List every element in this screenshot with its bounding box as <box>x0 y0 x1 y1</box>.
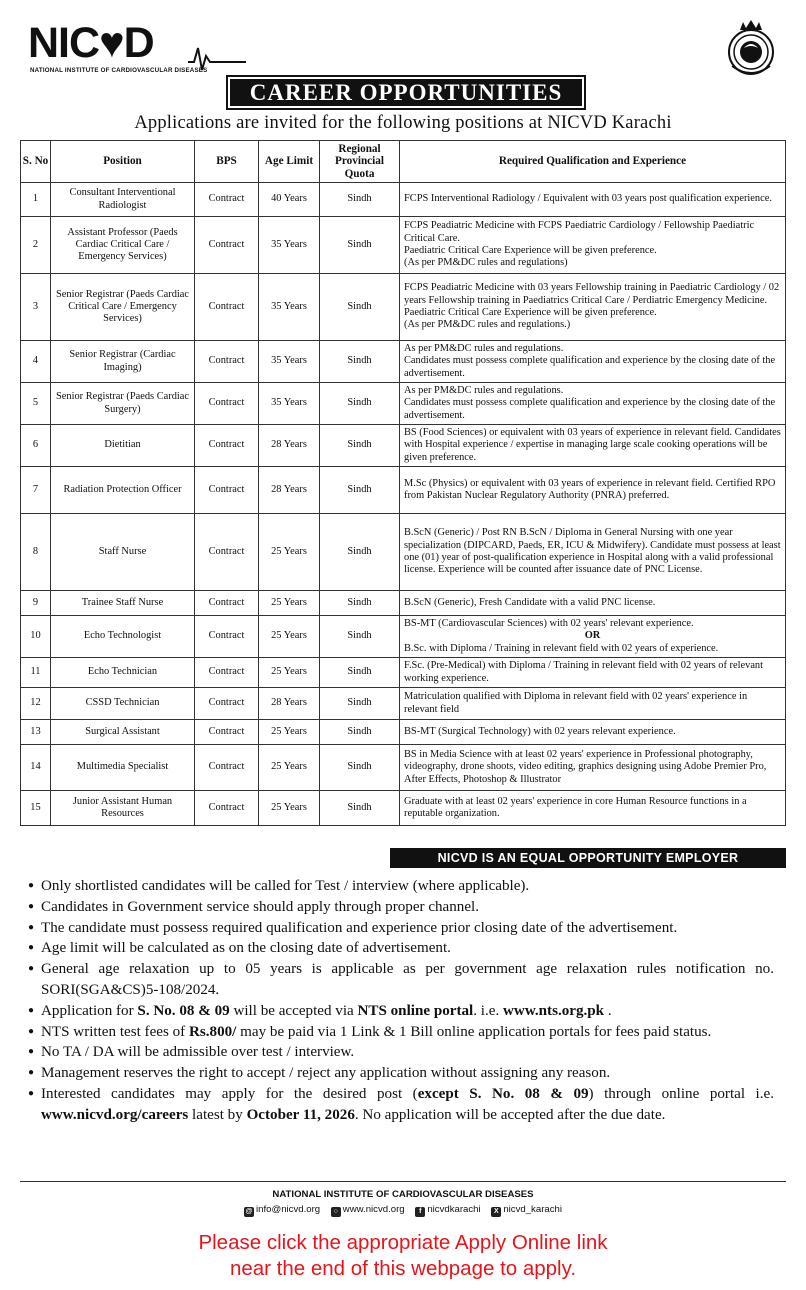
cell-bps: Contract <box>195 658 259 688</box>
column-header-qualification: Required Qualification and Experience <box>400 141 786 183</box>
cell-bps: Contract <box>195 425 259 467</box>
cell-qualification <box>400 274 786 341</box>
qualification-line: B.ScN (Generic), Fresh Candidate with a valid PNC license. <box>404 596 656 608</box>
table-header-row <box>21 141 786 183</box>
apply-online-notice <box>0 1230 806 1282</box>
note-item <box>28 1063 774 1084</box>
page-title: CAREER OPPORTUNITIES <box>228 77 584 108</box>
cell-position: Senior Registrar (Paeds Cardiac Critical Care / Emergency Services) <box>51 274 195 341</box>
footer-divider <box>20 1181 786 1182</box>
cell-position: Echo Technician <box>51 658 195 688</box>
cell-quota: Sindh <box>320 616 400 658</box>
cell-position: CSSD Technician <box>51 688 195 720</box>
cell-position: Echo Technologist <box>51 616 195 658</box>
qualification-line: Paediatric Critical Care Experience will be given preference. <box>404 245 657 256</box>
cell-position: Surgical Assistant <box>51 720 195 745</box>
note-text: will be accepted via <box>229 1002 358 1019</box>
note-text: . <box>604 1002 612 1019</box>
note-item <box>28 1084 774 1126</box>
cell-position: Assistant Professor (Paeds Cardiac Critical Care / Emergency Services) <box>51 217 195 274</box>
qualification-line: (As per PM&DC rules and regulations.) <box>404 319 571 331</box>
cell-quota: Sindh <box>320 383 400 425</box>
cell-quota: Sindh <box>320 467 400 514</box>
cell-sno: 4 <box>21 341 51 383</box>
qualification-line: FCPS Peadiatric Medicine with FCPS Paediatric Cardiology / Fellowship Paediatric Critical Care. <box>404 220 755 244</box>
cell-position: Senior Registrar (Paeds Cardiac Surgery) <box>51 383 195 425</box>
cell-bps: Contract <box>195 383 259 425</box>
qualification-line: F.Sc. (Pre-Medical) with Diploma / Training in relevant field with 02 years of relevant working experience. <box>404 660 764 684</box>
cell-quota: Sindh <box>320 720 400 745</box>
sindh-government-emblem-icon <box>720 18 782 80</box>
equal-opportunity-banner: NICVD IS AN EQUAL OPPORTUNITY EMPLOYER <box>390 848 786 868</box>
cell-qualification <box>400 791 786 826</box>
logo-subtitle: NATIONAL INSTITUTE OF CARDIOVASCULAR DISEASES <box>30 67 208 74</box>
cell-age: 35 Years <box>259 217 320 274</box>
qualification-line: Candidates must possess complete qualification and experience by the closing date of the advertisement. <box>404 355 776 379</box>
nicvd-logo <box>28 20 228 80</box>
qualification-line: BS in Media Science with at least 02 years' experience in Professional photography, videography, drone shoots, video editing, graphics designing using Adobe Premier Pro, After Effects, Photoshop & Illustrator <box>404 749 767 785</box>
cell-quota: Sindh <box>320 341 400 383</box>
cell-sno: 3 <box>21 274 51 341</box>
cell-qualification <box>400 467 786 514</box>
facebook-icon: f <box>415 1207 425 1217</box>
cell-quota: Sindh <box>320 217 400 274</box>
note-text: Age limit will be calculated as on the closing date of advertisement. <box>41 940 451 957</box>
cell-qualification <box>400 688 786 720</box>
cell-age: 25 Years <box>259 514 320 591</box>
cell-sno: 12 <box>21 688 51 720</box>
table-row <box>21 274 786 341</box>
cell-bps: Contract <box>195 720 259 745</box>
note-text: Management reserves the right to accept / reject any application without assigning any reason. <box>41 1065 611 1082</box>
qualification-line: FCPS Interventional Radiology / Equivalent with 03 years post qualification experience. <box>404 193 772 205</box>
email-text: info@nicvd.org <box>255 1204 321 1215</box>
note-text: Application for <box>41 1002 138 1019</box>
note-text: Candidates in Government service should apply through proper channel. <box>41 898 480 915</box>
positions-table <box>20 140 786 826</box>
cell-bps: Contract <box>195 591 259 616</box>
qualification-line: (As per PM&DC rules and regulations) <box>404 257 568 269</box>
cell-qualification <box>400 217 786 274</box>
cell-quota: Sindh <box>320 425 400 467</box>
cell-bps: Contract <box>195 217 259 274</box>
cell-bps: Contract <box>195 616 259 658</box>
email-icon: @ <box>245 1208 253 1215</box>
note-item <box>28 1022 774 1043</box>
column-header-position: Position <box>51 141 195 183</box>
table-row <box>21 591 786 616</box>
x-text: nicvd_karachi <box>503 1204 562 1215</box>
footer-contacts <box>0 1204 806 1217</box>
cell-bps: Contract <box>195 183 259 217</box>
footer-institute-name: NATIONAL INSTITUTE OF CARDIOVASCULAR DISEASES <box>272 1189 534 1200</box>
note-bold: S. No. 08 & 09 <box>137 1002 230 1019</box>
cell-quota: Sindh <box>320 688 400 720</box>
fee-amount: Rs.800/ <box>188 1023 237 1040</box>
qualification-line: Paediatric Critical Care Experience will be given preference. <box>404 307 657 318</box>
cell-bps: Contract <box>195 467 259 514</box>
nts-portal-text: NTS online portal <box>357 1002 474 1019</box>
notes-list <box>28 876 774 1126</box>
column-header-quota: Regional Provincial Quota <box>320 141 400 183</box>
note-text: NTS written test fees of <box>41 1023 189 1040</box>
cell-qualification <box>400 425 786 467</box>
cell-age: 28 Years <box>259 425 320 467</box>
cell-bps: Contract <box>195 341 259 383</box>
note-text: General age relaxation up to 05 years is applicable as per government age relaxation rules notification no. SORI(SGA&CS)5-108/2024. <box>41 961 774 998</box>
note-text: may be paid via 1 Link & 1 Bill online application portals for fees paid status. <box>236 1023 712 1040</box>
column-header-sno: S. No <box>21 141 51 183</box>
note-text: . i.e. <box>473 1002 504 1019</box>
cell-sno: 8 <box>21 514 51 591</box>
heart-icon: ♥ <box>99 19 124 67</box>
table-row <box>21 425 786 467</box>
qualification-line: As per PM&DC rules and regulations. <box>404 343 564 355</box>
note-item <box>28 897 774 918</box>
note-text: Only shortlisted candidates will be called for Test / interview (where applicable). <box>41 878 530 894</box>
cell-position: Multimedia Specialist <box>51 745 195 791</box>
table-row <box>21 383 786 425</box>
globe-icon: ○ <box>331 1207 341 1217</box>
cell-quota: Sindh <box>320 274 400 341</box>
note-item <box>28 938 774 959</box>
cell-age: 35 Years <box>259 274 320 341</box>
facebook-text: nicvdkarachi <box>427 1204 481 1215</box>
note-text: . No application will be accepted after the due date. <box>354 1106 666 1123</box>
qualification-line: FCPS Peadiatric Medicine with 03 years Fellowship training in Paediatric Cardiology / 02 years Fellowship training in Paediatrics Critical Care / Perdiatric Emergency Medicine. <box>404 282 780 306</box>
cell-position: Radiation Protection Officer <box>51 467 195 514</box>
cell-sno: 6 <box>21 425 51 467</box>
deadline-date: October 11, 2026 <box>246 1106 355 1123</box>
facebook-contact[interactable] <box>415 1204 480 1217</box>
cell-age: 28 Years <box>259 688 320 720</box>
logo-text-left: NIC <box>28 19 100 67</box>
apply-notice-line-1: Please click the appropriate Apply Online link <box>198 1231 608 1254</box>
cell-age: 25 Years <box>259 616 320 658</box>
cell-age: 25 Years <box>259 745 320 791</box>
table-row <box>21 658 786 688</box>
cell-age: 35 Years <box>259 341 320 383</box>
qualification-line: BS (Food Sciences) or equivalent with 03 years of experience in relevant field. Candidates with Hospital experience / expertise in managing large scale cooking operations will be given preference. <box>404 427 781 463</box>
cell-position: Junior Assistant Human Resources <box>51 791 195 826</box>
note-item <box>28 959 774 1001</box>
table-row <box>21 720 786 745</box>
cell-sno: 9 <box>21 591 51 616</box>
cell-quota: Sindh <box>320 183 400 217</box>
logo-text-right: D <box>123 19 154 67</box>
note-item <box>28 1042 774 1063</box>
column-header-age: Age Limit <box>259 141 320 183</box>
logo-wordmark <box>28 20 154 66</box>
cell-qualification <box>400 616 786 658</box>
qualification-line: As per PM&DC rules and regulations. <box>404 385 564 397</box>
qualification-line: BS-MT (Surgical Technology) with 02 years relevant experience. <box>404 725 676 737</box>
cell-sno: 11 <box>21 658 51 688</box>
table-row <box>21 217 786 274</box>
cell-qualification <box>400 341 786 383</box>
table-row <box>21 688 786 720</box>
cell-position: Consultant Interventional Radiologist <box>51 183 195 217</box>
cell-bps: Contract <box>195 745 259 791</box>
cell-sno: 10 <box>21 616 51 658</box>
cell-age: 25 Years <box>259 791 320 826</box>
cell-qualification <box>400 658 786 688</box>
cell-qualification <box>400 383 786 425</box>
cell-position: Staff Nurse <box>51 514 195 591</box>
table-row <box>21 467 786 514</box>
email-contact[interactable] <box>244 1204 320 1217</box>
cell-quota: Sindh <box>320 791 400 826</box>
cell-age: 40 Years <box>259 183 320 217</box>
qualification-line: B.ScN (Generic) / Post RN B.ScN / Diploma in General Nursing with one year specialization (DIPCARD, Paeds, ER, ICU & Midwifery). Candidate must possess at least one (01) year of post-qualification experience in Hospital along with a valid professional license. Experience will be counted after issuance date of PNC License. <box>404 527 781 576</box>
cell-sno: 7 <box>21 467 51 514</box>
cell-age: 28 Years <box>259 467 320 514</box>
table-row <box>21 616 786 658</box>
cell-bps: Contract <box>195 791 259 826</box>
note-text: The candidate must possess required qualification and experience prior closing date of the advertisement. <box>41 919 678 936</box>
careers-link[interactable]: www.nicvd.org/careers <box>41 1106 189 1123</box>
cell-sno: 2 <box>21 217 51 274</box>
qualification-line: Candidates must possess complete qualification and experience by the closing date of the advertisement. <box>404 397 776 421</box>
note-item <box>28 918 774 939</box>
qualification-line: Graduate with at least 02 years' experience in core Human Resource functions in a reputable organization. <box>404 795 747 819</box>
cell-position: Dietitian <box>51 425 195 467</box>
cell-quota: Sindh <box>320 591 400 616</box>
cell-age: 35 Years <box>259 383 320 425</box>
table-row <box>21 514 786 591</box>
cell-sno: 14 <box>21 745 51 791</box>
cell-position: Trainee Staff Nurse <box>51 591 195 616</box>
cell-position: Senior Registrar (Cardiac Imaging) <box>51 341 195 383</box>
cell-qualification <box>400 591 786 616</box>
website-text: www.nicvd.org <box>342 1204 405 1215</box>
cell-bps: Contract <box>195 274 259 341</box>
column-header-bps: BPS <box>195 141 259 183</box>
note-text: No TA / DA will be admissible over test / interview. <box>41 1044 355 1061</box>
cell-qualification <box>400 720 786 745</box>
cell-qualification <box>400 514 786 591</box>
cell-qualification <box>400 183 786 217</box>
cell-quota: Sindh <box>320 658 400 688</box>
qualification-or: OR <box>584 630 601 642</box>
table-row <box>21 341 786 383</box>
qualification-line: BS-MT (Cardiovascular Sciences) with 02 years' relevant experience. <box>404 618 694 630</box>
website-contact[interactable] <box>331 1204 405 1217</box>
note-text: latest by <box>188 1106 247 1123</box>
cell-quota: Sindh <box>320 745 400 791</box>
cell-bps: Contract <box>195 514 259 591</box>
note-text: Interested candidates may apply for the desired post ( <box>41 1085 418 1102</box>
cell-bps: Contract <box>195 688 259 720</box>
note-item <box>28 1001 774 1022</box>
cell-quota: Sindh <box>320 514 400 591</box>
qualification-line: Matriculation qualified with Diploma in relevant field with 02 years' experience in relevant field <box>404 691 748 715</box>
cell-sno: 5 <box>21 383 51 425</box>
page-subtitle: Applications are invited for the following positions at NICVD Karachi <box>134 113 672 133</box>
nts-website-link[interactable]: www.nts.org.pk <box>503 1002 605 1019</box>
cell-age: 25 Years <box>259 720 320 745</box>
note-bold: except S. No. 08 & 09 <box>417 1085 589 1102</box>
x-contact[interactable] <box>491 1204 562 1217</box>
apply-notice-line-2: near the end of this webpage to apply. <box>229 1257 577 1280</box>
note-item <box>28 876 774 897</box>
cell-qualification <box>400 745 786 791</box>
cell-sno: 15 <box>21 791 51 826</box>
cell-sno: 1 <box>21 183 51 217</box>
x-icon: X <box>491 1207 501 1217</box>
table-row <box>21 791 786 826</box>
cell-sno: 13 <box>21 720 51 745</box>
note-text: ) through online portal i.e. <box>588 1085 774 1102</box>
table-row <box>21 183 786 217</box>
cell-age: 25 Years <box>259 658 320 688</box>
cell-age: 25 Years <box>259 591 320 616</box>
qualification-line: M.Sc (Physics) or equivalent with 03 years of experience in relevant field. Certified RPO from Pakistan Nuclear Regulatory Authority (PNRA) preferred. <box>404 477 776 501</box>
qualification-line: B.Sc. with Diploma / Training in relevant field with 02 years of experience. <box>404 642 719 654</box>
table-row <box>21 745 786 791</box>
